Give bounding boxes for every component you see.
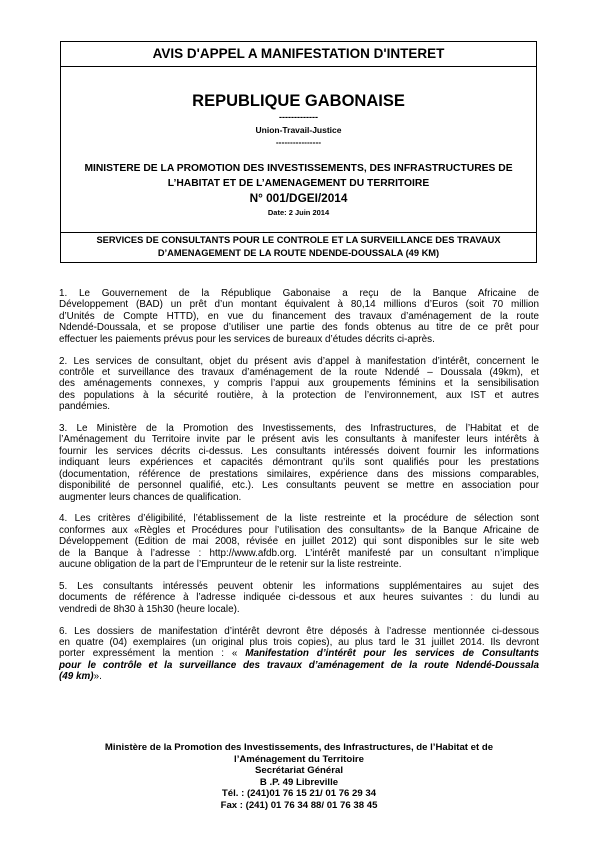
paragraph-2 <box>59 356 539 413</box>
mention-end: ». <box>93 671 102 683</box>
text-line: effectuer les paiements prévus pour les services de bureaux d’études décrits ci-après. <box>59 333 435 345</box>
text-line: Ndendé-Doussala, et se propose d’utiliser une partie des fonds obtenus au titre de ce prêt pour <box>59 322 539 334</box>
reference-number: N° 001/DGEI/2014 <box>249 191 348 205</box>
contact-address-block <box>59 742 539 812</box>
text-line: augmenter leurs chances de qualification. <box>59 491 242 503</box>
text-line: en quatre (04) exemplaires (un original plus trois copies), au plus tard le 31 juillet 2014. Ils devront <box>59 637 539 649</box>
ministry-line-2: L’HABITAT ET DE L’AMENAGEMENT DU TERRITOIRE <box>167 178 430 189</box>
mention-emphasis-1: Manifestation d’intérêt pour les services de Consultants <box>245 648 539 660</box>
mention-emphasis-2: pour le contrôle et la surveillance des travaux d’aménagement de la route Ndendé-Doussala <box>59 659 539 671</box>
text-line: disponibilité de personnel qualifié, etc.). Les consultants peuvent se mettre en association pour <box>59 480 539 492</box>
text-line: 5. Les consultants intéressés peuvent obtenir les informations supplémentaires au sujet des <box>59 580 539 592</box>
text-line: Développement (BAD) un prêt d’un montant équivalent à 80,14 millions d’Euros (soit 70 million <box>59 299 539 311</box>
text-line: documents de référence à l’adresse indiquée ci-dessous et aux heures suivantes : du lundi au <box>59 592 539 604</box>
ministry-line-1: MINISTERE DE LA PROMOTION DES INVESTISSEMENTS, DES INFRASTRUCTURES DE <box>84 163 513 174</box>
text-line: des populations à la sécurité routière, à la protection de l’environnement, aux IST et autres <box>59 389 539 401</box>
text-line: 4. Les critères d’éligibilité, l’établissement de la liste restreinte et la procédure de sélection sont <box>59 513 539 525</box>
paragraph-4 <box>59 513 539 570</box>
text-line: Développement (Edition de mai 2008, révisée en juillet 2012) qui sont disponibles sur le site web <box>59 536 539 548</box>
address-ministry-2: l’Aménagement du Territoire <box>234 753 364 765</box>
paragraph-6 <box>59 626 539 683</box>
subject-line-1: SERVICES DE CONSULTANTS POUR LE CONTROLE ET LA SURVEILLANCE DES TRAVAUX <box>96 235 501 245</box>
text-line: de la Banque à l’adresse : http://www.afdb.org. L’intérêt manifesté par un consultant n’implique <box>59 547 539 559</box>
paragraph-5 <box>59 581 539 615</box>
text-line: 2. Les services de consultant, objet du présent avis d’appel à manifestation d’intérêt, concernent le <box>59 355 539 367</box>
ministry-name <box>61 161 536 191</box>
address-po-box: B .P. 49 Libreville <box>259 776 339 788</box>
text-line: pandémies. <box>59 401 111 413</box>
notice-header-box <box>60 41 537 263</box>
country-name: REPUBLIQUE GABONAISE <box>192 92 405 110</box>
separator-top: ------------- <box>279 112 318 122</box>
text-line: 1. Le Gouvernement de la République Gabonaise a reçu de la Banque Africaine de <box>59 288 539 299</box>
text-line: l’Aménagement du Territoire invite par le présent avis les consultants à manifester leurs intérêts à <box>59 434 539 446</box>
text-line: contrôle et surveillance des travaux d’aménagement de la route Ndendé – Doussala (49km), et <box>59 366 539 378</box>
text-line: des aménagements connexes, y compris l’appui aux groupements féminins et la sensibilisation <box>59 378 539 390</box>
address-phone: Tél. : (241)01 76 15 21/ 01 76 29 34 <box>221 788 377 800</box>
paragraph-1 <box>59 288 539 345</box>
text-line: (documentation, référence de prestations similaires, expérience dans des missions comparables, <box>59 468 539 480</box>
text-line <box>59 671 539 682</box>
national-motto: Union-Travail-Justice <box>255 125 342 135</box>
text-line: vendredi de 8h30 à 15h30 (heure locale). <box>59 603 240 615</box>
address-fax: Fax : (241) 01 76 34 88/ 01 76 38 45 <box>220 799 378 811</box>
mention-intro: porter expressément la mention : « <box>59 648 238 660</box>
notice-body <box>59 288 539 693</box>
text-line: aucune obligation de la part de l’Emprunteur de le retenir sur la liste restreinte. <box>59 559 402 571</box>
separator-bottom: ---------------- <box>275 137 322 147</box>
mention-emphasis-3: (49 km) <box>59 671 94 683</box>
text-line: 3. Le Ministère de la Promotion des Investissements, des Infrastructures, de l’Habitat et de <box>59 423 539 435</box>
address-department: Secrétariat Général <box>255 765 343 777</box>
address-ministry: Ministère de la Promotion des Investissements, des Infrastructures, de l’Habitat et de <box>104 742 494 753</box>
text-line: d’Unités de Compte HTTD), en vue du financement des travaux d’aménagement de la route <box>59 310 539 322</box>
notice-subject <box>61 232 536 262</box>
notice-date: Date: 2 Juin 2014 <box>267 208 330 217</box>
text-line <box>59 648 539 659</box>
text-line: fournir les services décrits ci-dessus. Les consultants intéressés doivent fournir les informations <box>59 445 539 457</box>
text-line: 6. Les dossiers de manifestation d’intérêt devront être déposés à l’adresse mentionnée ci-dessous <box>59 625 539 637</box>
subject-line-2: D’AMENAGEMENT DE LA ROUTE NDENDE-DOUSSALA (49 KM) <box>157 248 440 258</box>
paragraph-3 <box>59 423 539 503</box>
text-line: conformes aux «Règles et Procédures pour l’utilisation des consultants» de la Banque Africaine de <box>59 524 539 536</box>
text-line: indiquant leurs expériences et capacités démontrant qu’ils sont qualifiés pour les prestations <box>59 457 539 469</box>
notice-title: AVIS D'APPEL A MANIFESTATION D'INTERET <box>61 42 536 67</box>
